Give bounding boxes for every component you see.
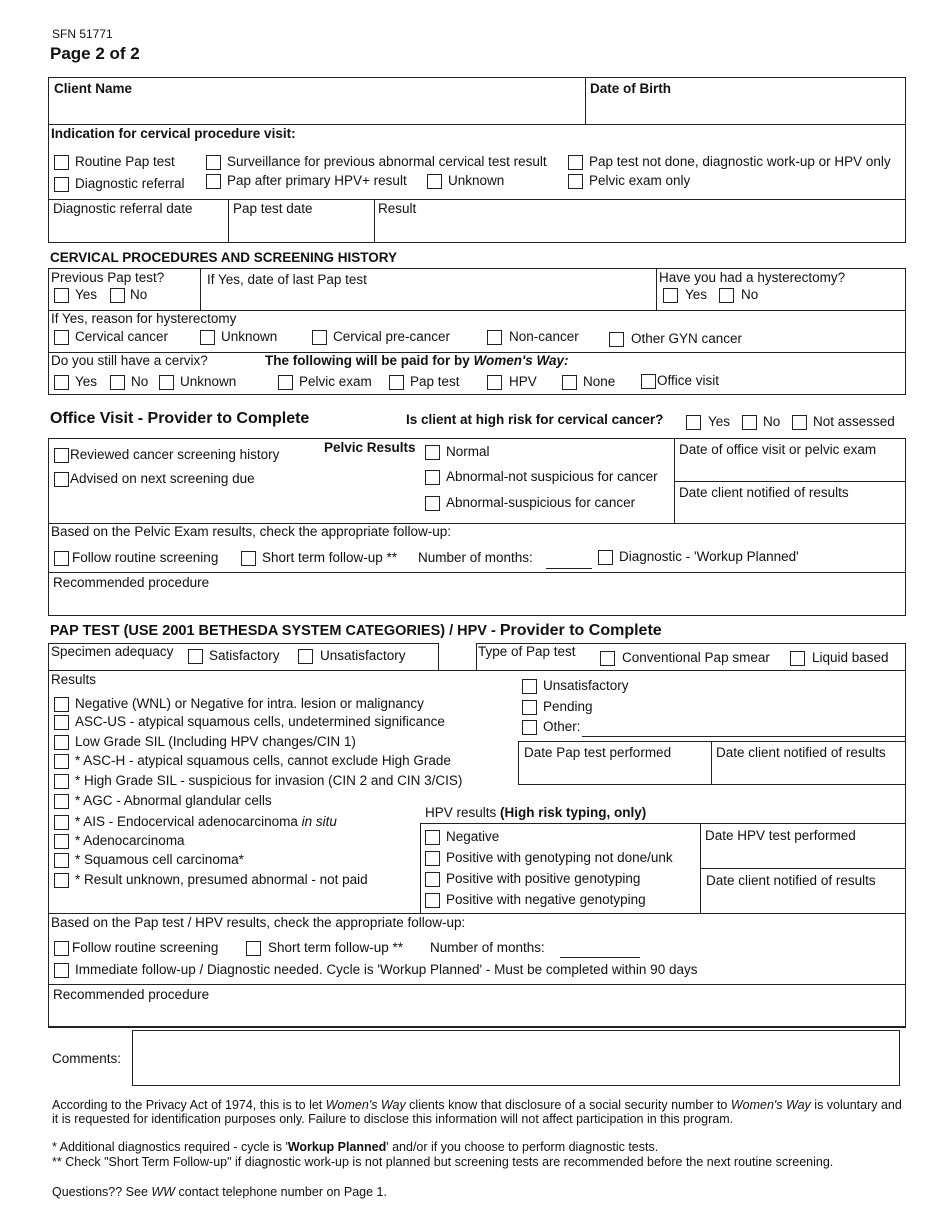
footnote-1-c: ' and/or if you choose to perform diagnostic tests. <box>386 1140 659 1154</box>
satisfactory-label: Satisfactory <box>209 648 280 663</box>
hpv-pos-unk-checkbox[interactable] <box>425 851 440 866</box>
hpv-pos-unk-label: Positive with genotyping not done/unk <box>446 850 673 865</box>
result-squamous-label: * Squamous cell carcinoma* <box>75 852 244 867</box>
privacy-ww-1: Women's Way <box>325 1098 406 1112</box>
office-visit-title-a: Office Visit - <box>50 410 148 427</box>
conventional-checkbox[interactable] <box>600 651 615 666</box>
diagnostic-referral-label: Diagnostic referral <box>75 176 185 191</box>
cervix-label: Do you still have a cervix? <box>51 353 208 368</box>
cervix-unknown-label: Unknown <box>180 374 237 389</box>
surveillance-checkbox[interactable] <box>206 155 221 170</box>
reason-gyn-label: Other GYN cancer <box>631 331 743 346</box>
prev-pap-yes-label: Yes <box>75 287 98 302</box>
result-asch-checkbox[interactable] <box>54 754 69 769</box>
hpv-pos-neg-checkbox[interactable] <box>425 893 440 908</box>
reviewed-history-label: Reviewed cancer screening history <box>70 447 280 462</box>
pap-title-b: Provider to Complete <box>499 622 662 639</box>
footnote-1-b: Workup Planned <box>287 1140 387 1154</box>
paid-hpv-label: HPV <box>509 374 537 389</box>
status-other-checkbox[interactable] <box>522 720 537 735</box>
liquid-checkbox[interactable] <box>790 651 805 666</box>
cervix-unknown-checkbox[interactable] <box>159 375 174 390</box>
routine-pap-checkbox[interactable] <box>54 155 69 170</box>
hyster-no-checkbox[interactable] <box>719 288 734 303</box>
history-title: CERVICAL PROCEDURES AND SCREENING HISTORY <box>50 250 398 265</box>
indication-title: Indication for cervical procedure visit: <box>51 126 296 141</box>
result-adeno-label: * Adenocarcinoma <box>75 833 185 848</box>
date-notified-label: Date client notified of results <box>679 485 849 500</box>
pelvic-followup-label: Based on the Pelvic Exam results, check the appropriate follow-up: <box>51 524 451 539</box>
result-negative-label: Negative (WNL) or Negative for intra. lesion or malignancy <box>75 696 424 711</box>
prev-pap-yes-checkbox[interactable] <box>54 288 69 303</box>
hyster-no-label: No <box>741 287 759 302</box>
privacy-text-2: clients know that disclosure of a social security number to <box>405 1098 731 1112</box>
questions-a: Questions?? See <box>52 1185 152 1199</box>
pelvic-routine-checkbox[interactable] <box>54 551 69 566</box>
paid-by-program: Women's Way: <box>473 353 569 368</box>
questions-line <box>52 1185 387 1199</box>
pap-after-hpv-checkbox[interactable] <box>206 174 221 189</box>
date-visit-label: Date of office visit or pelvic exam <box>679 442 877 457</box>
surveillance-label: Surveillance for previous abnormal cervical test result <box>227 154 547 169</box>
pap-followup-label: Based on the Pap test / HPV results, check the appropriate follow-up: <box>51 915 466 930</box>
previous-pap-label: Previous Pap test? <box>51 270 165 285</box>
pap-not-done-checkbox[interactable] <box>568 155 583 170</box>
footnote-2: ** Check "Short Term Follow-up" if diagnostic work-up is not planned but screening tests are recommended before the next routine screening. <box>52 1155 834 1169</box>
reason-unknown-checkbox[interactable] <box>200 330 215 345</box>
pap-recommended-label: Recommended procedure <box>53 987 210 1002</box>
date-hpv-label: Date HPV test performed <box>705 828 856 843</box>
risk-not-assessed-label: Not assessed <box>813 414 895 429</box>
privacy-line2: it is requested for identification purposes only. Failure to disclose this information will not affect participation in this program. <box>52 1112 734 1126</box>
hpv-date-notified-label: Date client notified of results <box>706 873 876 888</box>
result-hsil-checkbox[interactable] <box>54 774 69 789</box>
form-number: SFN 51771 <box>52 27 113 41</box>
pap-short-term-label: Short term follow-up ** <box>268 940 404 955</box>
status-pending-checkbox[interactable] <box>522 700 537 715</box>
result-ascus-checkbox[interactable] <box>54 715 69 730</box>
paid-by-prefix: The following will be paid for by <box>265 353 474 368</box>
questions-ww: WW <box>151 1185 175 1199</box>
result-ascus-label: ASC-US - atypical squamous cells, undetermined significance <box>75 714 445 729</box>
result-ais-checkbox[interactable] <box>54 815 69 830</box>
risk-yes-checkbox[interactable] <box>686 415 701 430</box>
status-other-label: Other: <box>543 719 581 734</box>
comments-field[interactable] <box>132 1030 900 1086</box>
pelvic-abn-not-susp-checkbox[interactable] <box>425 470 440 485</box>
reason-unknown-label: Unknown <box>221 329 278 344</box>
hpv-pos-pos-checkbox[interactable] <box>425 872 440 887</box>
paid-pelvic-label: Pelvic exam <box>299 374 372 389</box>
client-name-label: Client Name <box>54 81 133 96</box>
pelvic-abn-susp-checkbox[interactable] <box>425 496 440 511</box>
office-visit-title-b: Provider to Complete <box>147 410 310 427</box>
diagnostic-referral-checkbox[interactable] <box>54 177 69 192</box>
result-ais-text: * AIS - Endocervical adenocarcinoma <box>75 814 302 829</box>
adequacy-label: Specimen adequacy <box>51 644 174 659</box>
pelvic-normal-checkbox[interactable] <box>425 445 440 460</box>
privacy-text-3: is voluntary and <box>810 1098 902 1112</box>
result-asch-label: * ASC-H - atypical squamous cells, cannot exclude High Grade <box>75 753 451 768</box>
result-lsil-label: Low Grade SIL (Including HPV changes/CIN 1) <box>75 734 356 749</box>
cervix-no-label: No <box>131 374 149 389</box>
result-squamous-checkbox[interactable] <box>54 853 69 868</box>
hpv-negative-checkbox[interactable] <box>425 830 440 845</box>
result-agc-checkbox[interactable] <box>54 794 69 809</box>
privacy-text-1: According to the Privacy Act of 1974, this is to let <box>52 1098 326 1112</box>
risk-question: Is client at high risk for cervical cancer? <box>406 412 664 427</box>
pelvic-abn-susp-label: Abnormal-suspicious for cancer <box>446 495 636 510</box>
questions-b: contact telephone number on Page 1. <box>174 1185 387 1199</box>
pap-routine-checkbox[interactable] <box>54 941 69 956</box>
hpv-title-b: (High risk typing, only) <box>500 805 647 820</box>
hpv-title-a: HPV results <box>425 805 501 820</box>
diag-referral-date-label: Diagnostic referral date <box>53 201 193 216</box>
reason-precancer-checkbox[interactable] <box>312 330 327 345</box>
hpv-pos-pos-label: Positive with positive genotyping <box>446 871 641 886</box>
status-other-field[interactable] <box>582 736 906 737</box>
risk-no-label: No <box>763 414 781 429</box>
privacy-line1 <box>52 1098 902 1112</box>
client-info-box <box>48 77 906 125</box>
conventional-label: Conventional Pap smear <box>622 650 770 665</box>
result-ais-in-situ: in situ <box>301 814 337 829</box>
pap-not-done-label: Pap test not done, diagnostic work-up or HPV only <box>589 154 891 169</box>
status-unsatisfactory-checkbox[interactable] <box>522 679 537 694</box>
date-pap-label: Date Pap test performed <box>524 745 672 760</box>
pelvic-routine-label: Follow routine screening <box>72 550 219 565</box>
pelvic-recommended-label: Recommended procedure <box>53 575 210 590</box>
reason-gyn-checkbox[interactable] <box>609 332 624 347</box>
pelvic-short-term-checkbox[interactable] <box>241 551 256 566</box>
unsatisfactory-checkbox[interactable] <box>298 649 313 664</box>
paid-pap-checkbox[interactable] <box>389 375 404 390</box>
cervix-no-checkbox[interactable] <box>110 375 125 390</box>
pap-title <box>50 622 662 640</box>
dob-label: Date of Birth <box>590 81 671 96</box>
pelvic-only-checkbox[interactable] <box>568 174 583 189</box>
comments-label: Comments: <box>52 1051 122 1066</box>
reviewed-history-checkbox[interactable] <box>54 448 69 463</box>
footnote-1-a: * Additional diagnostics required - cycle is ' <box>52 1140 288 1154</box>
result-unknown-checkbox[interactable] <box>54 873 69 888</box>
indication-unknown-checkbox[interactable] <box>427 174 442 189</box>
pelvic-diagnostic-checkbox[interactable] <box>598 550 613 565</box>
result-negative-checkbox[interactable] <box>54 697 69 712</box>
satisfactory-checkbox[interactable] <box>188 649 203 664</box>
hysterectomy-label: Have you had a hysterectomy? <box>659 270 846 285</box>
paid-office-label: Office visit <box>657 373 720 388</box>
prev-pap-no-label: No <box>130 287 148 302</box>
unsatisfactory-label: Unsatisfactory <box>320 648 406 663</box>
result-ais-label <box>75 814 337 829</box>
pap-after-hpv-label: Pap after primary HPV+ result <box>227 173 407 188</box>
hyster-yes-label: Yes <box>685 287 708 302</box>
status-unsatisfactory-label: Unsatisfactory <box>543 678 629 693</box>
paid-pap-label: Pap test <box>410 374 460 389</box>
paid-none-checkbox[interactable] <box>562 375 577 390</box>
pelvic-diagnostic-label: Diagnostic - 'Workup Planned' <box>619 549 799 564</box>
hpv-title <box>425 805 646 820</box>
office-visit-title <box>50 410 309 428</box>
results-label: Results <box>51 672 97 687</box>
result-agc-label: * AGC - Abnormal glandular cells <box>75 793 272 808</box>
pelvic-months-label: Number of months: <box>418 550 533 565</box>
pap-routine-label: Follow routine screening <box>72 940 219 955</box>
pap-test-date-label: Pap test date <box>233 201 313 216</box>
pelvic-short-term-label: Short term follow-up ** <box>262 550 398 565</box>
indication-unknown-label: Unknown <box>448 173 505 188</box>
pap-short-term-checkbox[interactable] <box>246 941 261 956</box>
risk-no-checkbox[interactable] <box>742 415 757 430</box>
result-adeno-checkbox[interactable] <box>54 834 69 849</box>
pelvic-results-label: Pelvic Results <box>324 440 416 455</box>
paid-none-label: None <box>583 374 616 389</box>
paid-by-label <box>265 353 568 368</box>
reason-cervical-cancer-label: Cervical cancer <box>75 329 169 344</box>
reason-cervical-cancer-checkbox[interactable] <box>54 330 69 345</box>
paid-office-checkbox[interactable] <box>641 374 656 389</box>
pap-months-field[interactable] <box>560 957 640 958</box>
pap-immediate-label: Immediate follow-up / Diagnostic needed. Cycle is 'Workup Planned' - Must be completed within 90 days <box>75 962 698 977</box>
reason-noncancer-label: Non-cancer <box>509 329 579 344</box>
pelvic-only-label: Pelvic exam only <box>589 173 691 188</box>
pap-date-notified-label: Date client notified of results <box>716 745 886 760</box>
result-label: Result <box>378 201 417 216</box>
advised-label: Advised on next screening due <box>70 471 255 486</box>
pap-immediate-checkbox[interactable] <box>54 963 69 978</box>
pap-type-label: Type of Pap test <box>478 644 576 659</box>
reason-precancer-label: Cervical pre-cancer <box>333 329 451 344</box>
result-hsil-label: * High Grade SIL - suspicious for invasion (CIN 2 and CIN 3/CIS) <box>75 773 463 788</box>
privacy-ww-2: Women's Way <box>730 1098 811 1112</box>
pelvic-normal-label: Normal <box>446 444 490 459</box>
hyster-yes-checkbox[interactable] <box>663 288 678 303</box>
reason-noncancer-checkbox[interactable] <box>487 330 502 345</box>
result-lsil-checkbox[interactable] <box>54 735 69 750</box>
liquid-label: Liquid based <box>812 650 889 665</box>
pelvic-abn-not-susp-label: Abnormal-not suspicious for cancer <box>446 469 658 484</box>
result-unknown-label: * Result unknown, presumed abnormal - not paid <box>75 872 368 887</box>
pap-months-label: Number of months: <box>430 940 545 955</box>
status-pending-label: Pending <box>543 699 593 714</box>
pap-title-a: PAP TEST (USE 2001 BETHESDA SYSTEM CATEGORIES) / HPV - <box>50 623 500 639</box>
paid-pelvic-checkbox[interactable] <box>278 375 293 390</box>
prev-pap-no-checkbox[interactable] <box>110 288 125 303</box>
hpv-negative-label: Negative <box>446 829 500 844</box>
cervix-yes-label: Yes <box>75 374 98 389</box>
risk-not-assessed-checkbox[interactable] <box>792 415 807 430</box>
cervix-yes-checkbox[interactable] <box>54 375 69 390</box>
hyster-reason-label: If Yes, reason for hysterectomy <box>51 311 237 326</box>
risk-yes-label: Yes <box>708 414 731 429</box>
footnote-1 <box>52 1140 658 1154</box>
last-pap-date-label: If Yes, date of last Pap test <box>207 272 367 287</box>
page-number: Page 2 of 2 <box>50 44 140 63</box>
hpv-pos-neg-label: Positive with negative genotyping <box>446 892 646 907</box>
paid-hpv-checkbox[interactable] <box>487 375 502 390</box>
pelvic-months-field[interactable] <box>546 568 592 569</box>
advised-checkbox[interactable] <box>54 472 69 487</box>
routine-pap-label: Routine Pap test <box>75 154 175 169</box>
